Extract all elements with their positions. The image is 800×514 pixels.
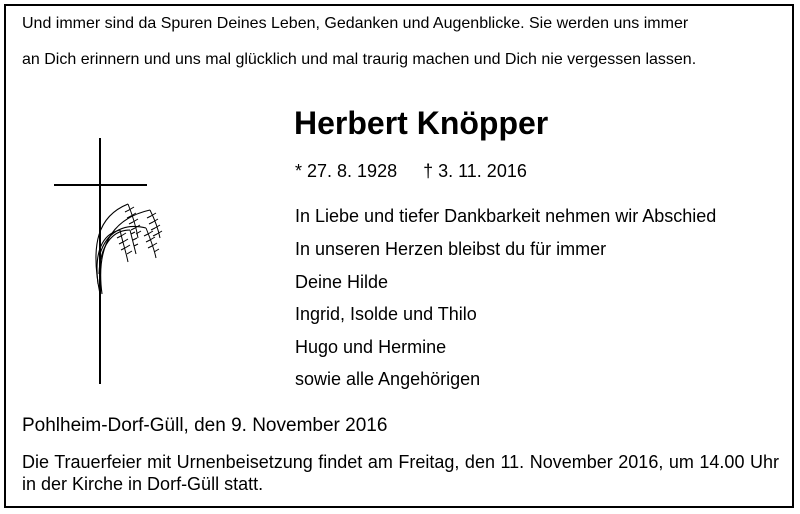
birth-date: * 27. 8. 1928 <box>295 161 398 181</box>
mourner-line: sowie alle Angehörigen <box>295 369 481 389</box>
place-and-date: Pohlheim-Dorf-Güll, den 9. November 2016 <box>22 415 388 436</box>
intro-text-line-1: Und immer sind da Spuren Deines Leben, Gedanken und Augenblicke. Sie werden uns immer <box>22 15 689 32</box>
mourner-line: Ingrid, Isolde und Thilo <box>295 304 477 324</box>
mourner-line: In Liebe und tiefer Dankbarkeit nehmen wir Abschied <box>295 206 717 226</box>
mourner-line: Deine Hilde <box>295 272 389 292</box>
intro-text-line-2: an Dich erinnern und uns mal glücklich und mal traurig machen und Dich nie vergessen lassen. <box>22 51 697 68</box>
mourner-line: Hugo und Hermine <box>295 337 447 357</box>
deceased-name: Herbert Knöpper <box>294 105 549 141</box>
funeral-notice: Die Trauerfeier mit Urnenbeisetzung findet am Freitag, den 11. November 2016, um 14.00 Uhr in der Kirche in Dorf-Güll statt. <box>22 452 779 494</box>
life-dates <box>295 160 527 182</box>
mourner-line: In unseren Herzen bleibst du für immer <box>295 239 607 259</box>
cross-with-wheat-icon <box>50 134 180 386</box>
death-date: † 3. 11. 2016 <box>423 161 527 181</box>
